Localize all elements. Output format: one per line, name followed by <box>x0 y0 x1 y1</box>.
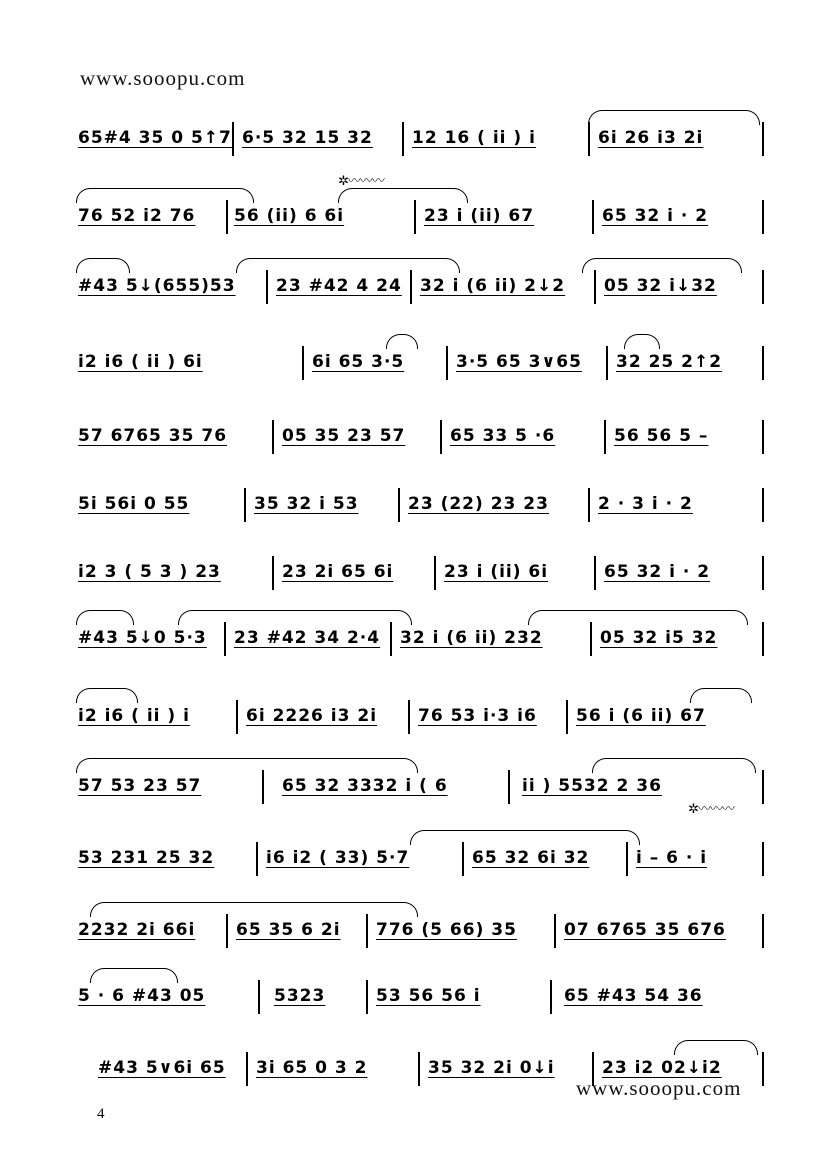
measure: #43 5↓(655)53 <box>78 276 236 296</box>
measure: 53 56 56 i <box>376 986 481 1006</box>
measure: 6·5 32 15 32 <box>242 128 373 148</box>
measure: 56 i (6 ii) 67 <box>576 706 706 726</box>
score-row-9 <box>76 688 766 738</box>
score-row-3 <box>76 258 766 308</box>
measure: 65 #43 54 36 <box>564 986 703 1006</box>
measure: ii ) 5532 2 36 <box>522 776 662 796</box>
measure: 05 35 23 57 <box>282 426 406 446</box>
measure: #43 5∨6i 65 <box>98 1058 226 1078</box>
measure: 5 · 6 #43 05 <box>78 986 206 1006</box>
measure: 776 (5 66) 35 <box>376 920 517 940</box>
measure: 56 (ii) 6 6i <box>234 206 345 226</box>
measure: i2 i6 ( ii ) i <box>78 706 190 726</box>
measure: 6i 2226 i3 2i <box>246 706 378 726</box>
measure: 23 #42 34 2·4 <box>234 628 381 648</box>
measure: i – 6 · i <box>636 848 708 868</box>
measure: 23 2i 65 6i <box>282 562 394 582</box>
score-row-11 <box>76 801 766 880</box>
measure: 65 33 5 ·6 <box>450 426 556 446</box>
measure: 32 i (6 ii) 2↓2 <box>420 276 566 296</box>
score-row-4 <box>76 334 766 384</box>
measure: i6 i2 ( 33) 5·7 <box>266 848 410 868</box>
measure: 2232 2i 66i <box>78 920 196 940</box>
measure: 76 53 i·3 i6 <box>418 706 537 726</box>
score-row-1 <box>76 110 766 160</box>
measure: i2 i6 ( ii ) 6i <box>78 352 203 372</box>
measure: 23 #42 4 24 <box>276 276 402 296</box>
measure: 6i 65 3·5 <box>312 352 405 372</box>
measure: 05 32 i↓32 <box>604 276 717 296</box>
measure: 23 i (ii) 6i <box>444 562 549 582</box>
measure: 32 25 2↑2 <box>616 352 723 372</box>
measure: 3·5 65 3∨65 <box>456 352 582 372</box>
measure: 5323 <box>274 986 326 1006</box>
measure: 23 i (ii) 67 <box>424 206 535 226</box>
measure: 65 32 6i 32 <box>472 848 590 868</box>
measure: 76 52 i2 76 <box>78 206 196 226</box>
measure: 35 32 i 53 <box>254 494 359 514</box>
score-row-5 <box>76 408 766 458</box>
score-row-6 <box>76 476 766 526</box>
score-row-2 <box>76 173 766 238</box>
score-row-13 <box>76 968 766 1018</box>
measure: 56 56 5 – <box>614 426 709 446</box>
measure: 53 231 25 32 <box>78 848 215 868</box>
measure: 5i 56i 0 55 <box>78 494 190 514</box>
measure: 23 i2 02↓i2 <box>602 1058 722 1078</box>
trill-mark: ✲〰〰〰 <box>338 173 384 188</box>
watermark-bottom: www.sooopu.com <box>576 1076 742 1100</box>
measure: 65 32 3332 i ( 6 <box>282 776 448 796</box>
measure: #43 5↓0 5·3 <box>78 628 207 648</box>
measure: 2 · 3 i · 2 <box>598 494 693 514</box>
measure: 23 (22) 23 23 <box>408 494 549 514</box>
measure: 57 6765 35 76 <box>78 426 228 446</box>
measure: 57 53 23 57 <box>78 776 202 796</box>
measure: 6i 26 i3 2i <box>598 128 704 148</box>
measure: 65 32 i · 2 <box>602 206 709 226</box>
score-row-10 <box>76 758 766 808</box>
score-row-7 <box>76 544 766 594</box>
measure: 12 16 ( ii ) i <box>412 128 536 148</box>
measure: 65 32 i · 2 <box>604 562 711 582</box>
measure: i2 3 ( 5 3 ) 23 <box>78 562 221 582</box>
watermark-top: www.sooopu.com <box>80 66 246 90</box>
measure: 07 6765 35 676 <box>564 920 726 940</box>
measure: 65 35 6 2i <box>236 920 341 940</box>
measure: 35 32 2i 0↓i <box>428 1058 555 1078</box>
page-number: 4 <box>97 1106 105 1122</box>
measure: 3i 65 0 3 2 <box>256 1058 368 1078</box>
trill-mark: ✲〰〰〰 <box>688 801 734 816</box>
measure: 32 i (6 ii) 232 <box>400 628 543 648</box>
score-row-12 <box>76 902 766 952</box>
score-row-8 <box>76 610 766 660</box>
measure: 05 32 i5 32 <box>600 628 718 648</box>
measure: 65#4 35 0 5↑7 <box>78 128 232 148</box>
